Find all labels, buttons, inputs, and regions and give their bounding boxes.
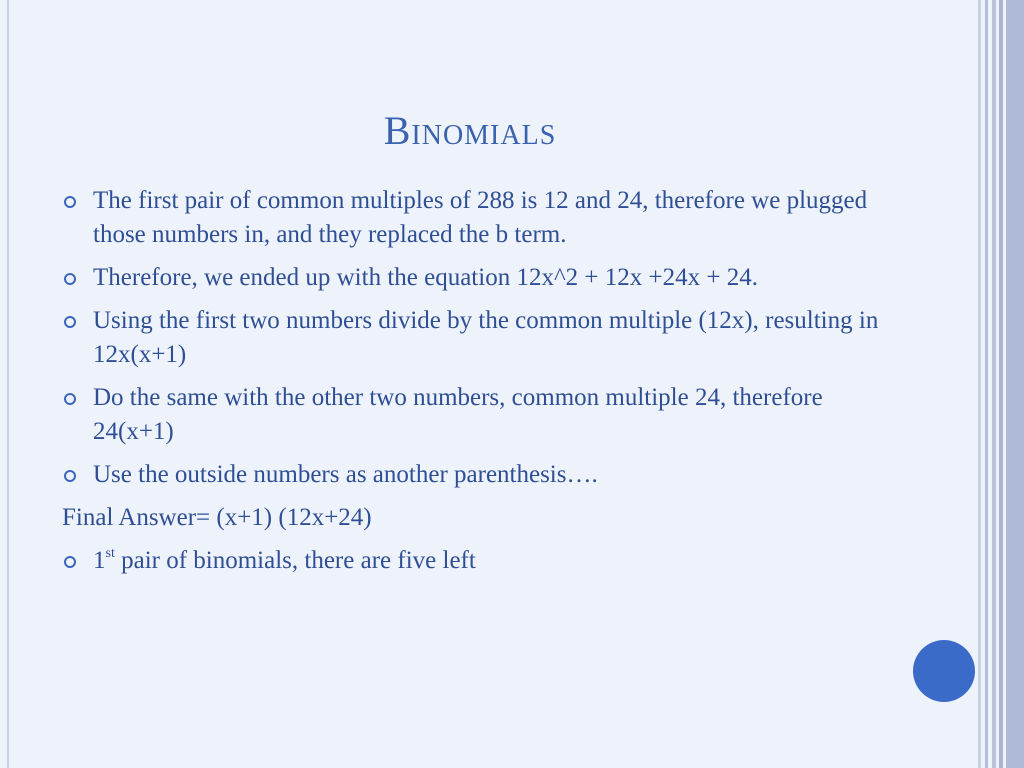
right-stripe — [1006, 0, 1024, 768]
right-stripe — [992, 0, 996, 768]
ring-bullet-icon — [64, 393, 76, 405]
slide-body — [62, 184, 892, 587]
bullet-item — [62, 261, 892, 295]
bullet-text: Do the same with the other two numbers, common multiple 24, therefore 24(x+1) — [93, 384, 823, 445]
decorative-circle — [913, 640, 975, 702]
right-stripe — [999, 0, 1003, 768]
ring-bullet-icon — [64, 273, 76, 285]
ring-bullet-icon — [64, 316, 76, 328]
bullet-item — [62, 458, 892, 492]
right-stripe — [985, 0, 988, 768]
ring-bullet-icon — [64, 196, 76, 208]
bullet-item — [62, 304, 892, 372]
final-answer: Final Answer= (x+1) (12x+24) — [62, 504, 372, 531]
bullet-text: Using the first two numbers divide by the common multiple (12x), resulting in 12x(x+1) — [93, 307, 879, 368]
bullet-number: 1 — [93, 547, 106, 574]
ordinal-superscript: st — [105, 545, 115, 561]
ring-bullet-icon — [64, 556, 76, 568]
bullet-text: Therefore, we ended up with the equation 12x^2 + 12x +24x + 24. — [93, 264, 758, 291]
ring-bullet-icon — [64, 470, 76, 482]
bullet-item — [62, 184, 892, 252]
bullet-item — [62, 544, 892, 578]
slide-title: Binomials — [383, 108, 557, 153]
right-stripe — [978, 0, 981, 768]
bullet-text: Use the outside numbers as another parenthesis…. — [93, 461, 598, 488]
bullet-text: The first pair of common multiples of 288 is 12 and 24, therefore we plugged those numbers in, and they replaced the b term. — [93, 187, 868, 248]
bullet-text: pair of binomials, there are five left — [114, 547, 476, 574]
bullet-item — [62, 381, 892, 449]
